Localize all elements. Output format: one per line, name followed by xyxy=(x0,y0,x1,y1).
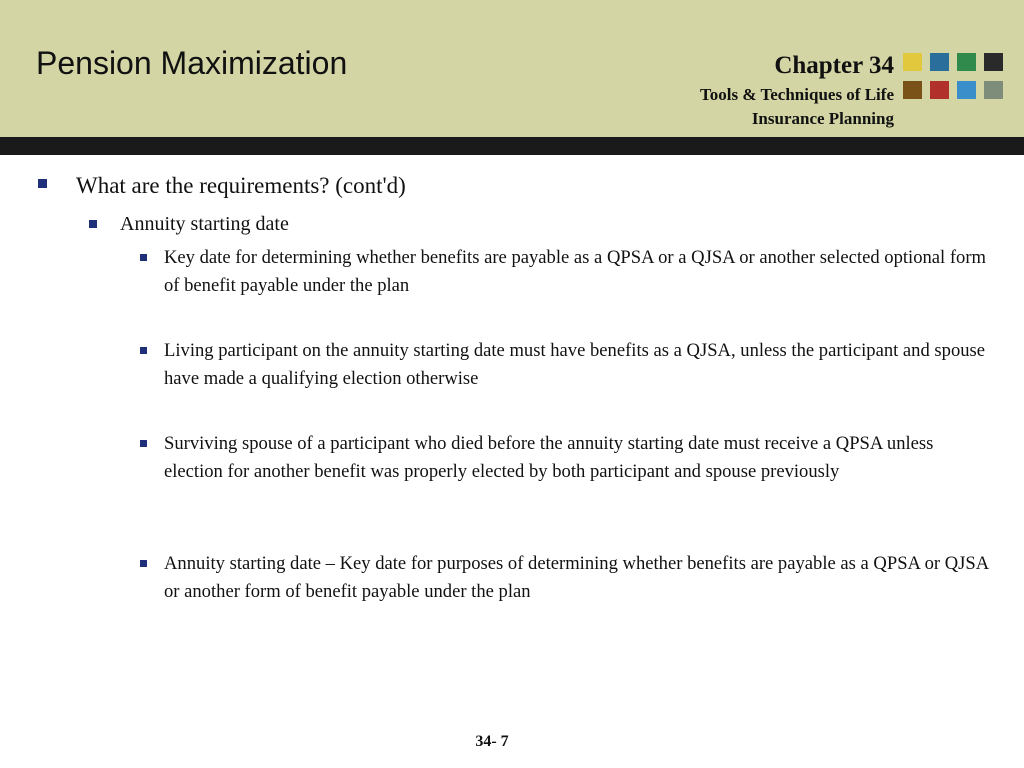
slide-header xyxy=(0,0,1024,138)
bullet-level2: Annuity starting date xyxy=(120,213,289,235)
page-number-text: 34- 7 xyxy=(475,733,509,750)
slide-title: Pension Maximization xyxy=(36,45,348,81)
color-square xyxy=(957,81,976,99)
color-square xyxy=(930,53,949,71)
bullet-square-icon xyxy=(38,179,47,188)
bullet-level1: What are the requirements? (cont'd) xyxy=(76,173,406,198)
chapter-subtitle-line2: Insurance Planning xyxy=(751,109,894,128)
color-square xyxy=(957,53,976,71)
color-square xyxy=(930,81,949,99)
page-number xyxy=(0,733,1024,751)
bullet-square-icon xyxy=(140,560,147,567)
bullet-square-icon xyxy=(140,254,147,261)
bullet-level3-item: Surviving spouse of a participant who died before the annuity starting date must receive a QPSA unless election for another benefit was properly elected by both participant and spouse previously xyxy=(164,433,934,482)
chapter-label: Chapter 34 xyxy=(774,52,894,79)
color-square xyxy=(903,81,922,99)
bullet-square-icon xyxy=(89,220,97,228)
bullet-square-icon xyxy=(140,347,147,354)
color-square xyxy=(984,53,1003,71)
bullet-level3-item: Annuity starting date – Key date for purposes of determining whether benefits are payable as a QPSA or QJSA or another form of benefit payable under the plan xyxy=(164,553,989,602)
chapter-info xyxy=(700,50,894,130)
bullet-level3-item: Living participant on the annuity starting date must have benefits as a QJSA, unless the participant and spouse have made a qualifying election otherwise xyxy=(164,340,986,389)
color-square xyxy=(984,81,1003,99)
header-divider-bar xyxy=(0,137,1024,155)
bullet-level3-item: Key date for determining whether benefits are payable as a QPSA or a QJSA or another selected optional form of benefit payable under the plan xyxy=(164,247,987,296)
color-square xyxy=(903,53,922,71)
chapter-subtitle-line1: Tools & Techniques of Life xyxy=(700,85,894,104)
bullet-square-icon xyxy=(140,440,147,447)
